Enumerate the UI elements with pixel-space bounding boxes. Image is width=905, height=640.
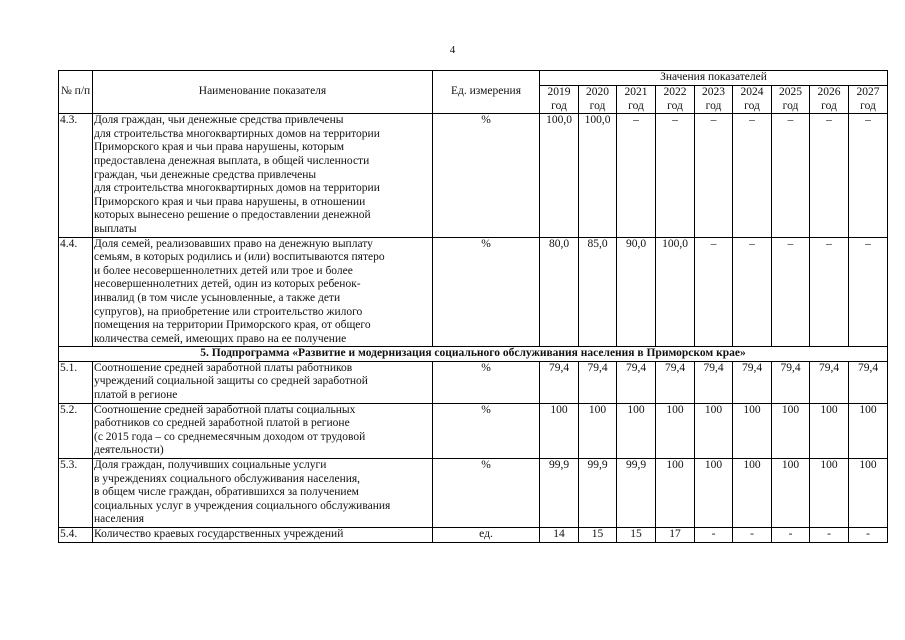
indicator-name-line: в общем числе граждан, обратившихся за получением [94,486,359,499]
value-cell-2024: – [733,237,772,347]
unit-cell: % [433,114,540,237]
value-cell-2019: 80,0 [540,237,579,347]
header-values-group: Значения показателей [540,71,888,86]
indicator-name-line: (с 2015 года – со среднемесячным доходом от трудовой [94,430,366,443]
value-cell-2022: 100 [656,459,695,528]
header-year-value: 2025 [779,86,802,98]
indicator-name [93,459,433,528]
value-cell-2026: 100 [810,403,849,458]
indicator-name-line: Соотношение средней заработной платы социальных [94,403,356,416]
value-cell-2021: 90,0 [617,237,656,347]
indicator-name-line: и более несовершеннолетних детей или трое и более [94,264,353,277]
indicator-name-line: деятельности) [94,444,164,457]
header-unit: Ед. измерения [433,71,540,114]
value-cell-2023: - [695,528,733,543]
header-year-value: 2019 [547,86,571,98]
header-year-suffix: год [744,99,760,112]
indicator-name-line: помещения на территории Приморского края, от общего [94,319,371,332]
value-cell-2022: 79,4 [656,361,695,403]
value-cell-2026: - [810,528,849,543]
value-cell-2021: 79,4 [617,361,656,403]
value-cell-2019: 100,0 [540,114,579,237]
value-cell-2022: 17 [656,528,695,543]
row-number: 4.4. [59,237,93,347]
value-cell-2020: 15 [579,528,617,543]
value-cell-2025: - [772,528,810,543]
value-cell-2020: 85,0 [579,237,617,347]
indicator-name-line: семьям, в которых родились и (или) воспитываются пятеро [94,251,385,264]
value-cell-2022: 100,0 [656,237,695,347]
indicator-name [93,237,433,347]
value-cell-2027: 79,4 [849,361,888,403]
unit-cell: % [433,403,540,458]
indicator-name-line: работников со средней заработной платой в регионе [94,417,350,430]
header-year-value: 2021 [624,86,648,98]
indicator-name-line: Количество краевых государственных учреждений [94,528,344,540]
unit-cell: % [433,237,540,347]
unit-cell: ед. [433,528,540,543]
value-cell-2027: 100 [849,403,888,458]
value-cell-2019: 79,4 [540,361,579,403]
header-row-top [59,71,888,86]
value-cell-2024: - [733,528,772,543]
header-year-value: 2020 [586,86,609,98]
table-row [59,361,888,403]
table-body [59,114,888,542]
value-cell-2021: 100 [617,403,656,458]
value-cell-2026: 100 [810,459,849,528]
value-cell-2020: 100 [579,403,617,458]
header-year-2027 [849,86,888,114]
value-cell-2021: 99,9 [617,459,656,528]
header-year-value: 2027 [856,86,880,98]
table-row [59,114,888,237]
value-cell-2026: 79,4 [810,361,849,403]
header-num: № п/п [59,71,93,114]
value-cell-2021: – [617,114,656,237]
indicator-name-line: которых вынесено решение о предоставлении денежной [94,209,371,222]
value-cell-2023: – [695,237,733,347]
value-cell-2024: 79,4 [733,361,772,403]
value-cell-2020: 100,0 [579,114,617,237]
value-cell-2025: 100 [772,403,810,458]
value-cell-2026: – [810,237,849,347]
value-cell-2022: – [656,114,695,237]
indicator-name-line: учреждений социальной защиты со средней заработной [94,375,368,388]
row-number: 4.3. [59,114,93,237]
table-row [59,459,888,528]
row-number: 5.3. [59,459,93,528]
header-year-2021 [617,86,656,114]
indicators-table [58,70,888,543]
value-cell-2027: – [849,114,888,237]
indicator-name-line: супругов), на приобретение или строительство жилого [94,305,363,318]
value-cell-2023: 100 [695,459,733,528]
header-year-suffix: год [667,99,683,112]
header-year-suffix: год [821,99,837,112]
value-cell-2024: 100 [733,403,772,458]
value-cell-2024: – [733,114,772,237]
value-cell-2020: 79,4 [579,361,617,403]
header-year-2025 [772,86,810,114]
page-number: 4 [449,44,456,56]
row-number: 5.1. [59,361,93,403]
header-year-value: 2023 [702,86,725,98]
header-year-value: 2024 [740,86,764,98]
value-cell-2019: 100 [540,403,579,458]
indicator-name-line: несовершеннолетних детей, один из которых ребенок- [94,278,361,291]
indicator-name-line: количества семей, имеющих право на ее получение [94,332,347,345]
value-cell-2023: 100 [695,403,733,458]
indicator-name [93,114,433,237]
table-row [59,237,888,347]
indicator-name-line: инвалид (в том числе усыновленные, а также дети [94,291,341,304]
value-cell-2025: 100 [772,459,810,528]
row-number: 5.4. [59,528,93,543]
header-year-2024 [733,86,772,114]
header-year-2026 [810,86,849,114]
value-cell-2023: – [695,114,733,237]
header-year-suffix: год [551,99,567,112]
indicator-name-line: в учреждениях социального обслуживания населения, [94,472,361,485]
value-cell-2025: 79,4 [772,361,810,403]
indicator-name-line: граждан, чьи денежные средства привлечены [94,168,317,181]
header-year-2022 [656,86,695,114]
unit-cell: % [433,459,540,528]
indicator-name-line: платой в регионе [94,389,178,402]
section-title: 5. Подпрограмма «Развитие и модернизация социального обслуживания населения в Приморском крае» [59,347,888,362]
indicator-name-line: Приморского края и чьи права нарушены, которым [94,141,345,154]
indicator-name-line: Соотношение средней заработной платы работников [94,361,353,374]
table-row [59,403,888,458]
section-row [59,347,888,362]
header-year-2019 [540,86,579,114]
indicator-name-line: Доля граждан, получивших социальные услуги [94,459,327,472]
value-cell-2021: 15 [617,528,656,543]
header-year-2020 [579,86,617,114]
indicator-name-line: Доля граждан, чьи денежные средства привлечены [94,114,344,127]
header-name: Наименование показателя [93,71,433,114]
value-cell-2025: – [772,237,810,347]
unit-cell: % [433,361,540,403]
indicator-name-line: социальных услуг в учреждения социального обслуживания [94,499,391,512]
value-cell-2019: 99,9 [540,459,579,528]
header-year-value: 2022 [663,86,687,98]
indicator-name-line: населения [94,513,145,526]
value-cell-2022: 100 [656,403,695,458]
header-year-2023 [695,86,733,114]
header-year-suffix: год [705,99,722,112]
indicator-name-line: для строительства многоквартирных домов на территории [94,127,380,140]
indicator-name-line: Приморского края и чьи права нарушены, в отношении [94,195,366,208]
value-cell-2027: - [849,528,888,543]
row-number: 5.2. [59,403,93,458]
indicator-name-line: для строительства многоквартирных домов на территории [94,182,380,195]
header-year-suffix: год [628,99,644,112]
value-cell-2023: 79,4 [695,361,733,403]
indicator-name [93,361,433,403]
header-year-suffix: год [589,99,606,112]
table-row [59,528,888,543]
value-cell-2027: 100 [849,459,888,528]
value-cell-2026: – [810,114,849,237]
indicator-name [93,403,433,458]
header-year-value: 2026 [817,86,841,98]
indicator-name [93,528,433,543]
header-year-suffix: год [860,99,876,112]
indicator-name-line: предоставлена денежная выплата, в общей численности [94,154,370,167]
indicator-name-line: Доля семей, реализовавших право на денежную выплату [94,237,373,250]
indicator-name-line: выплаты [94,222,137,235]
value-cell-2027: – [849,237,888,347]
value-cell-2025: – [772,114,810,237]
value-cell-2020: 99,9 [579,459,617,528]
value-cell-2024: 100 [733,459,772,528]
header-year-suffix: год [782,99,799,112]
value-cell-2019: 14 [540,528,579,543]
